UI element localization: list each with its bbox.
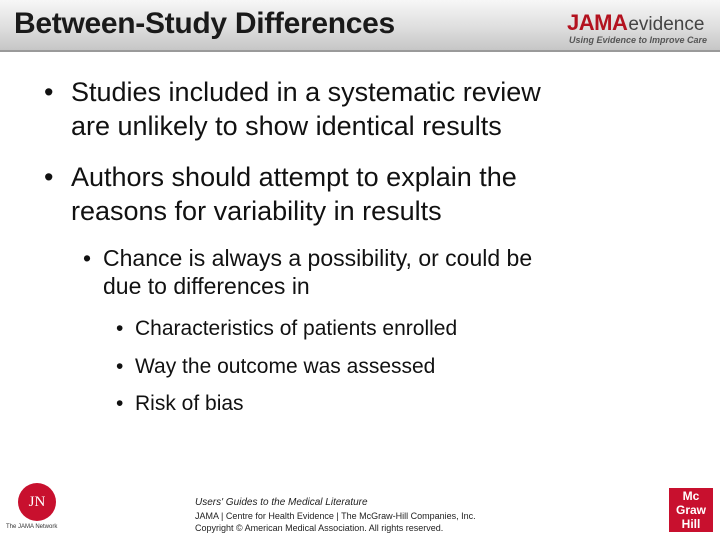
bullet-glyph: • xyxy=(116,392,124,415)
jama-network-label: The JAMA Network xyxy=(6,524,58,530)
brand-evidence-text: evidence xyxy=(628,14,705,35)
bullet-text: Chance is always a possibility, or could be due to differences in xyxy=(103,245,533,299)
brand-jama-text: JAMA xyxy=(567,10,628,35)
brand-tagline: Using Evidence to Improve Care xyxy=(569,35,708,45)
bullet-characteristics xyxy=(116,316,706,341)
bullet-authors xyxy=(44,160,704,228)
bullet-glyph: • xyxy=(44,162,54,192)
jama-evidence-logo xyxy=(567,12,713,48)
bullet-text: Studies included in a systematic review are unlikely to show identical results xyxy=(71,77,541,141)
bullet-bias xyxy=(116,391,706,416)
footer-publishers: JAMA | Centre for Health Evidence | The McGraw-Hill Companies, Inc. xyxy=(195,511,476,521)
source-title: Users' Guides to the Medical Literature xyxy=(195,497,368,508)
footer-copyright: Copyright © American Medical Association. All rights reserved. xyxy=(195,523,444,533)
bullet-chance xyxy=(83,244,713,300)
bullet-text: Risk of bias xyxy=(135,392,244,415)
slide-title: Between-Study Differences xyxy=(14,7,395,40)
bullet-studies xyxy=(44,75,704,143)
bullet-glyph: • xyxy=(116,355,124,378)
bullet-text: Characteristics of patients enrolled xyxy=(135,317,458,340)
bullet-text: Way the outcome was assessed xyxy=(135,355,436,378)
bullet-text: Authors should attempt to explain the reasons for variability in results xyxy=(71,162,517,226)
title-bar-divider xyxy=(0,50,720,52)
bullet-glyph: • xyxy=(83,245,92,271)
bullet-glyph: • xyxy=(116,317,124,340)
mcgraw-hill-logo: Mc Graw Hill xyxy=(669,488,713,532)
bullet-glyph: • xyxy=(44,77,54,107)
bullet-outcome xyxy=(116,354,706,379)
jama-network-logo: JN xyxy=(18,483,56,521)
